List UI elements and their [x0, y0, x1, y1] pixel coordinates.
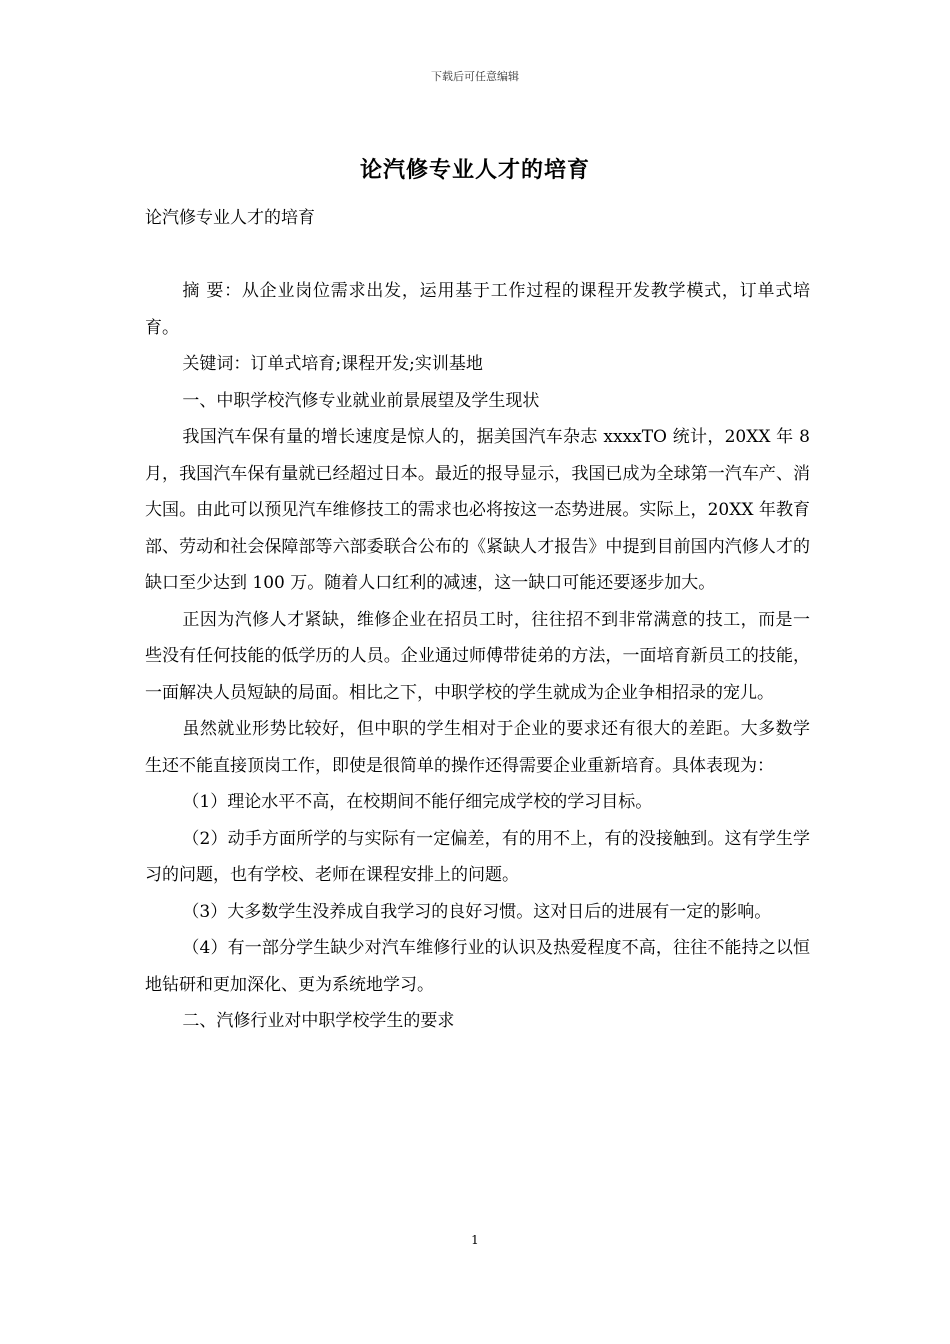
- body-paragraph: 虽然就业形势比较好，但中职的学生相对于企业的要求还有很大的差距。大多数学生还不能直接顶岗工作，即使是很简单的操作还得需要企业重新培育。具体表现为：: [145, 719, 810, 776]
- section-heading: 一、中职学校汽修专业就业前景展望及学生现状: [182, 390, 540, 411]
- list-item: （3）大多数学生没养成自我学习的良好习惯。这对日后的进展有一定的影响。: [182, 901, 772, 922]
- body-paragraph: 我国汽车保有量的增长速度是惊人的，据美国汽车杂志 xxxxTO 统计，20XX 年 8 月，我国汽车保有量就已经超过日本。最近的报导显示，我国已成为全球第一汽车产、消大国。由此可以预见汽车维修技工的需求也必将按这一态势进展。实际上，20XX 年教育部、劳动和社会保障部等六部委联合公布的《紧缺人才报告》中提到目前国内汽修人才的缺口至少达到 100 万。随着人口红利的减速，这一缺口可能还要逐步加大。: [145, 427, 810, 593]
- section-heading: 二、汽修行业对中职学校学生的要求: [182, 1011, 455, 1031]
- header-note: 下载后可任意编辑: [431, 70, 519, 83]
- list-item: （2）动手方面所学的与实际有一定偏差，有的用不上，有的没接触到。这有学生学习的问题，也有学校、老师在课程安排上的问题。: [145, 828, 810, 885]
- list-item: （1）理论水平不高，在校期间不能仔细完成学校的学习目标。: [182, 792, 653, 812]
- document-title: 论汽修专业人才的培育: [359, 157, 590, 183]
- keywords-paragraph: 关键词：订单式培育;课程开发;实训基地: [182, 354, 483, 374]
- abstract-paragraph: 摘 要：从企业岗位需求出发，运用基于工作过程的课程开发教学模式，订单式培育。: [145, 281, 810, 338]
- list-item: （4）有一部分学生缺少对汽车维修行业的认识及热爱程度不高，往往不能持之以恒地钻研和更加深化、更为系统地学习。: [145, 938, 810, 995]
- body-paragraph: 正因为汽修人才紧缺，维修企业在招员工时，往往招不到非常满意的技工，而是一些没有任何技能的低学历的人员。企业通过师傅带徒弟的方法，一面培育新员工的技能，一面解决人员短缺的局面。相比之下，中职学校的学生就成为企业争相招录的宠儿。: [145, 609, 810, 703]
- document-body: [145, 200, 810, 1040]
- page-number: 1: [471, 1233, 479, 1247]
- blank-line: [145, 237, 810, 274]
- subtitle-paragraph: 论汽修专业人才的培育: [145, 208, 315, 228]
